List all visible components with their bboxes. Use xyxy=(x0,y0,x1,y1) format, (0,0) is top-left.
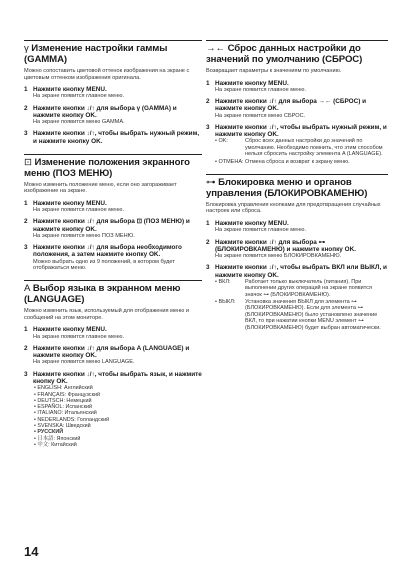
step-instruction: Нажмите кнопку MENU. xyxy=(33,199,107,207)
section-lock-title xyxy=(206,177,388,199)
section-language xyxy=(24,280,202,448)
section-lock-intro: Блокировка управления кнопками для предотвращения случайных настроек или сброса. xyxy=(206,201,381,215)
language-option: • FRANÇAIS: Французский xyxy=(34,391,100,398)
position-step-3 xyxy=(24,244,202,271)
language-icon: A xyxy=(24,283,31,295)
section-position-title-text: Изменение положения экранного меню (ПОЗ МЕНЮ) xyxy=(24,156,190,179)
reset-icon: →← xyxy=(206,43,225,54)
step-instruction: Нажмите кнопки ↓/↑ для выбора необходимого положения, а затем нажмите кнопку OK. xyxy=(33,244,182,259)
step-number: 3 xyxy=(206,123,210,131)
section-reset-intro: Возвращает параметры к значениям по умолчанию. xyxy=(206,68,342,74)
position-step-1 xyxy=(24,200,202,214)
lock-step-2 xyxy=(206,239,388,260)
section-reset xyxy=(206,40,388,165)
language-option: • DEUTSCH: Немецкий xyxy=(34,397,92,404)
section-gamma-title-text: Изменение настройки гаммы (GAMMA) xyxy=(24,43,168,65)
step-number: 1 xyxy=(24,199,28,207)
step-instruction: Нажмите кнопки ↓/↑ для выбора ⊶ (БЛОКИРОВКАМЕНЮ) и нажмите кнопку OK. xyxy=(215,238,356,253)
step-number: 2 xyxy=(206,238,210,246)
section-gamma-title xyxy=(24,43,202,65)
gamma-step-2 xyxy=(24,105,202,126)
step-instruction: Нажмите кнопки ↓/↑, чтобы выбрать ВКЛ или ВЫКЛ, и нажмите кнопку OK. xyxy=(215,264,387,279)
language-option: • РУССКИЙ xyxy=(34,429,64,436)
step-result: На экране появится главное меню. xyxy=(215,227,307,234)
language-option: • ESPAÑOL: Испанский xyxy=(34,404,92,411)
language-option: • 日本語: Японский xyxy=(34,435,81,442)
reset-step-2 xyxy=(206,98,388,119)
step-instruction: Нажмите кнопки ↓/↑ для выбора A (LANGUAGE) и нажмите кнопку OK. xyxy=(33,345,190,360)
note-key: • ВЫКЛ: xyxy=(215,299,236,305)
step-number: 3 xyxy=(24,370,28,378)
section-gamma xyxy=(24,40,202,145)
reset-step-1 xyxy=(206,80,388,94)
step-result: На экране появится меню СБРОС. xyxy=(215,112,306,119)
step-result: Можно выбрать одно из 9 положений, в котором будет отображаться меню. xyxy=(33,258,175,272)
reset-note-ok xyxy=(215,138,388,157)
step-number: 3 xyxy=(24,130,28,138)
step-result: На экране появится меню GAMMA. xyxy=(33,119,125,126)
section-gamma-intro: Можно сопоставить цветовой оттенок изображения на экране с цветовым оттенком изображения оригинала. xyxy=(24,68,190,81)
step-instruction: Нажмите кнопки ↓/↑, чтобы выбрать нужный режим, и нажмите кнопку OK. xyxy=(33,130,200,145)
step-instruction: Нажмите кнопки ↓/↑, чтобы выбрать нужный режим, и нажмите кнопку OK. xyxy=(215,123,387,139)
note-text: Установка значения ВЫКЛ для элемента ⊶ (БЛОКИРОВКАМЕНЮ). Если для элемента ⊶ (БЛОКИРОВКАМЕНЮ) было установлено значение ВКЛ, то при нажатии кнопки MENU элемент ⊶ (БЛОКИРОВКАМЕНЮ) будет выбран автоматически. xyxy=(245,299,381,331)
step-number: 3 xyxy=(206,264,210,272)
language-option: • ENGLISH: Английский xyxy=(34,385,93,392)
menu-position-icon: ⊡ xyxy=(24,156,32,168)
step-instruction: Нажмите кнопку MENU. xyxy=(33,86,107,93)
step-instruction: Нажмите кнопку MENU. xyxy=(33,326,107,334)
section-language-title xyxy=(24,283,202,305)
page-number: 14 xyxy=(24,544,39,559)
step-instruction: Нажмите кнопки ↓/↑ для выбора γ (GAMMA) и нажмите кнопку OK. xyxy=(33,104,177,119)
gamma-step-3 xyxy=(24,130,202,144)
lock-note-on xyxy=(215,279,388,298)
section-reset-title-text: Сброс данных настройки до значений по умолчанию (СБРОС) xyxy=(206,43,363,65)
language-option: • SVENSKA: Шведский xyxy=(34,423,91,430)
position-step-2 xyxy=(24,218,202,239)
step-number: 3 xyxy=(24,244,28,252)
reset-step-3 xyxy=(206,124,388,165)
step-instruction: Нажмите кнопки ↓/↑ для выбора ⊡ (ПОЗ МЕНЮ) и нажмите кнопку OK. xyxy=(33,218,190,233)
section-reset-title xyxy=(206,43,388,65)
step-number: 2 xyxy=(24,104,28,112)
section-menu-position xyxy=(24,154,202,272)
lock-note-off xyxy=(215,299,388,331)
step-number: 2 xyxy=(206,98,210,106)
language-option: • 中文: Китайский xyxy=(34,441,77,448)
reset-note-cancel: • ОТМЕНА: Отмена сброса и возврат к экрану меню. xyxy=(215,158,350,165)
section-position-title xyxy=(24,157,202,179)
step-instruction: Нажмите кнопки ↓/↑, чтобы выбрать язык, и нажмите кнопку OK. xyxy=(33,370,202,386)
lock-step-1 xyxy=(206,220,388,234)
note-text: Работает только выключатель (питания). При выполнении других операций на экране появится значок ⊶ (БЛОКИРОВКАМЕНЮ). xyxy=(245,278,372,298)
language-option: • NEDERLANDS: Голландский xyxy=(34,416,110,423)
lock-key-icon: ⊶ xyxy=(206,176,216,188)
language-step-1 xyxy=(24,326,202,340)
step-result: На экране появится главное меню. xyxy=(33,207,125,214)
step-instruction: Нажмите кнопку MENU. xyxy=(215,219,289,227)
step-result: На экране появится главное меню. xyxy=(33,93,125,100)
step-instruction: Нажмите кнопки ↓/↑ для выбора →← (СБРОС) и нажмите кнопку OK. xyxy=(215,98,367,113)
section-position-intro: Можно изменить положение меню, если оно загораживает изображение на экране. xyxy=(24,181,177,195)
step-number: 1 xyxy=(206,219,210,227)
step-result: На экране появится главное меню. xyxy=(33,333,125,340)
language-step-3 xyxy=(24,371,202,448)
section-lock-title-text: Блокировка меню и органов управления (БЛОКИРОВКАМЕНЮ) xyxy=(206,176,368,199)
section-language-intro: Можно изменить язык, используемый для отображения меню и сообщений на этом мониторе. xyxy=(24,308,190,321)
note-key: • OK: xyxy=(215,138,228,145)
section-language-title-text: Выбор языка в экранном меню (LANGUAGE) xyxy=(24,283,181,306)
step-result: На экране появится меню БЛОКИРОВКАМЕНЮ. xyxy=(215,252,342,259)
language-step-2 xyxy=(24,345,202,366)
step-result: На экране появится меню LANGUAGE. xyxy=(33,359,135,366)
step-number: 1 xyxy=(24,86,28,93)
step-number: 2 xyxy=(24,345,28,353)
right-column xyxy=(206,40,388,340)
note-key: • ВКЛ: xyxy=(215,278,231,285)
step-number: 2 xyxy=(24,218,28,226)
gamma-step-1 xyxy=(24,86,202,100)
section-menu-lock xyxy=(206,174,388,331)
left-column xyxy=(24,40,202,457)
step-number: 1 xyxy=(24,326,28,334)
step-number: 1 xyxy=(206,79,210,87)
step-instruction: Нажмите кнопку MENU. xyxy=(215,79,289,87)
gamma-icon: γ xyxy=(24,43,29,54)
step-result: На экране появится главное меню. xyxy=(215,86,307,93)
step-result: На экране появится меню ПОЗ МЕНЮ. xyxy=(33,232,135,239)
language-option: • ITALIANO: Итальянский xyxy=(34,410,97,417)
lock-step-3 xyxy=(206,264,388,331)
note-text: Сброс всех данных настройки до значений по умолчанию. Необходимо помнить, что этим способом нельзя сбросить настройку элемента A (LANGUAGE). xyxy=(245,138,383,158)
